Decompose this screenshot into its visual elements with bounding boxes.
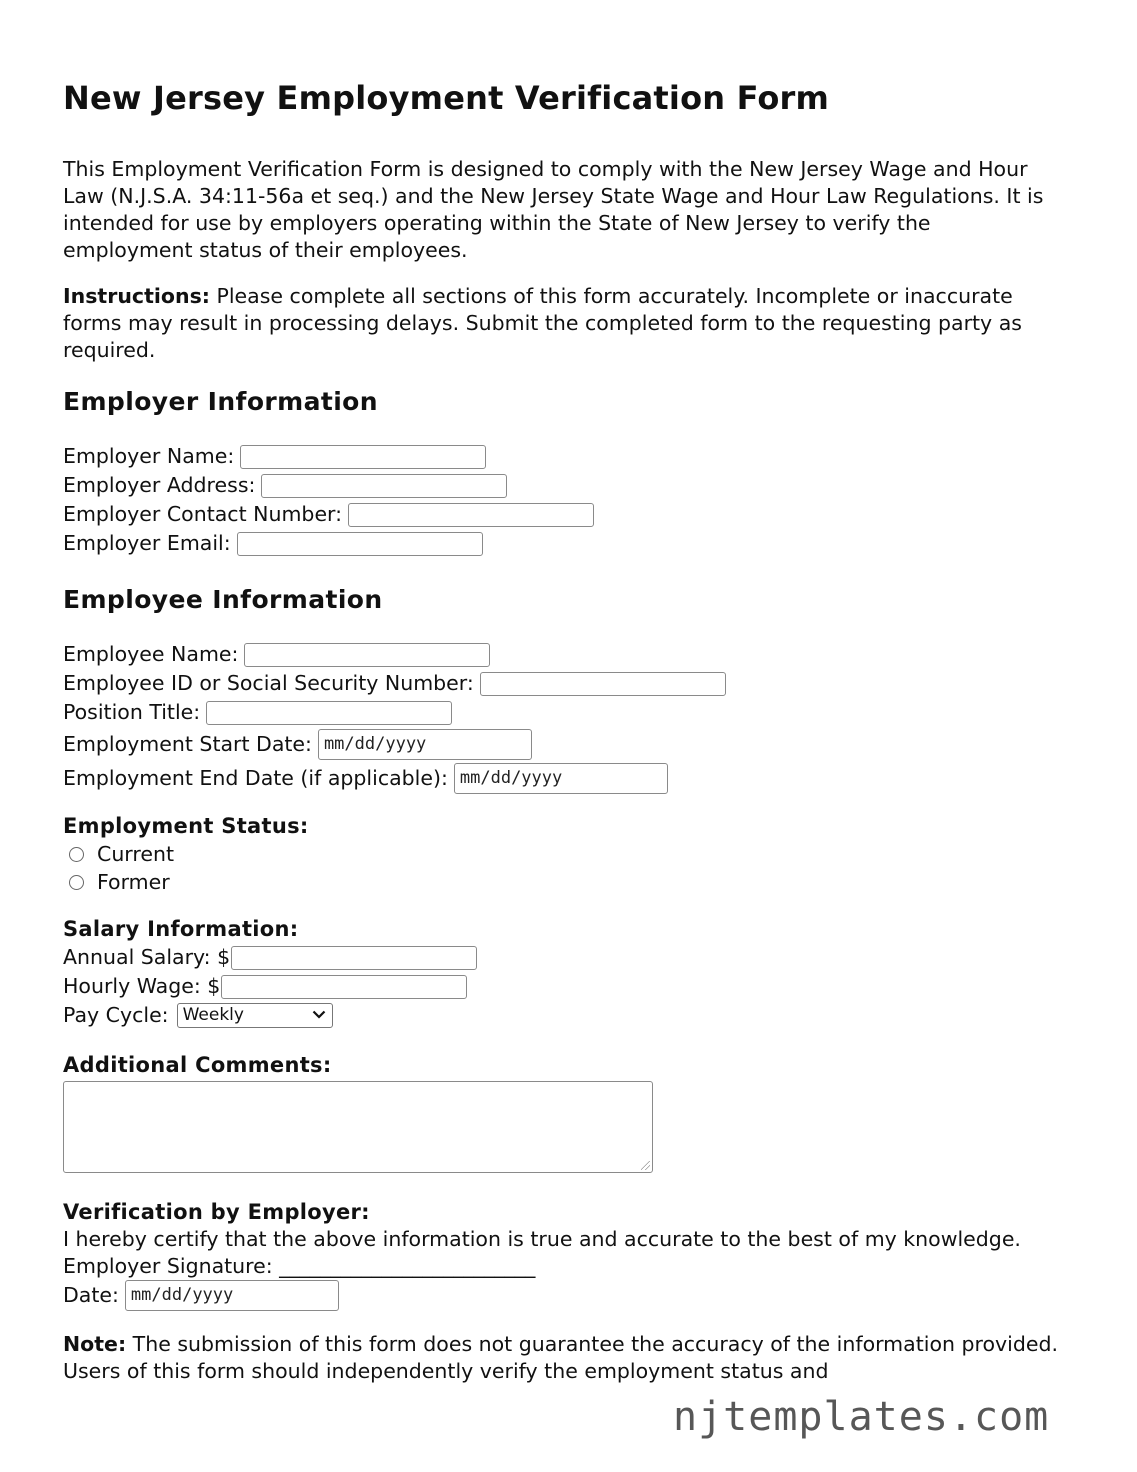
position-title-label: Position Title:: [63, 700, 201, 724]
employer-contact-label: Employer Contact Number:: [63, 502, 343, 526]
note-text: The submission of this form does not guarantee the accuracy of the information provided. Users of this form should independently verify the employment status and: [63, 1332, 1059, 1383]
radio-current[interactable]: [69, 847, 84, 862]
employer-email-row: [63, 529, 1063, 558]
employee-id-row: [63, 669, 1063, 698]
verification-date-input[interactable]: mm/dd/yyyy: [125, 1280, 339, 1311]
note-paragraph: [63, 1331, 1063, 1385]
status-option-current[interactable]: [63, 840, 1063, 868]
intro-paragraph: This Employment Verification Form is designed to comply with the New Jersey Wage and Hour Law (N.J.S.A. 34:11-56a et seq.) and the New Jersey State Wage and Hour Law Regulations. It is intended for use by employers operating within the State of New Jersey to verify the employment status of their employees.: [63, 157, 1044, 262]
hourly-wage-input[interactable]: [221, 975, 467, 999]
end-date-label: Employment End Date (if applicable):: [63, 766, 448, 790]
employee-id-label: Employee ID or Social Security Number:: [63, 671, 474, 695]
verification-statement: I hereby certify that the above information is true and accurate to the best of my knowledge.: [63, 1227, 1021, 1251]
annual-salary-label: Annual Salary: $: [63, 945, 231, 969]
chevron-down-icon: [312, 1001, 326, 1030]
employment-status-label: Employment Status:: [63, 814, 309, 838]
employer-address-input[interactable]: [261, 474, 507, 498]
employee-name-label: Employee Name:: [63, 642, 239, 666]
employee-id-input[interactable]: [480, 672, 726, 696]
employee-section-heading: Employee Information: [63, 585, 383, 614]
start-date-row: [63, 727, 1063, 761]
employer-address-row: [63, 471, 1063, 500]
note-label: Note:: [63, 1332, 127, 1356]
pay-cycle-value: Weekly: [182, 1005, 244, 1025]
watermark: njtemplates.com: [673, 1394, 1050, 1440]
verification-date-row: [63, 1279, 1063, 1311]
verification-date-label: Date:: [63, 1282, 119, 1307]
employer-contact-input[interactable]: [348, 503, 594, 527]
verification-label: Verification by Employer:: [63, 1200, 370, 1224]
status-option-former[interactable]: [63, 868, 1063, 896]
start-date-input[interactable]: mm/dd/yyyy: [318, 729, 532, 760]
pay-cycle-label: Pay Cycle:: [63, 1003, 169, 1027]
employer-name-input[interactable]: [240, 445, 486, 469]
page-title: New Jersey Employment Verification Form: [63, 79, 830, 117]
employer-email-input[interactable]: [237, 532, 483, 556]
end-date-row: [63, 761, 1063, 795]
employer-name-row: [63, 442, 1063, 471]
salary-information-label: Salary Information:: [63, 917, 299, 941]
form-page: [63, 78, 1063, 1404]
employer-address-label: Employer Address:: [63, 473, 256, 497]
hourly-wage-label: Hourly Wage: $: [63, 974, 221, 998]
hourly-wage-row: [63, 972, 1063, 1001]
instructions-paragraph: [63, 283, 1063, 364]
instructions-text: Please complete all sections of this form accurately. Incomplete or inaccurate forms may result in processing delays. Submit the completed form to the requesting party as required.: [63, 284, 1022, 362]
additional-comments-label: Additional Comments:: [63, 1053, 332, 1077]
status-option-current-label: Current: [97, 842, 174, 866]
end-date-input[interactable]: mm/dd/yyyy: [454, 763, 668, 794]
status-option-former-label: Former: [97, 870, 170, 894]
employer-contact-row: [63, 500, 1063, 529]
additional-comments-textarea[interactable]: [63, 1081, 653, 1173]
start-date-label: Employment Start Date:: [63, 732, 312, 756]
pay-cycle-select[interactable]: [177, 1003, 333, 1028]
pay-cycle-row: [63, 1001, 1063, 1030]
employer-email-label: Employer Email:: [63, 531, 231, 555]
position-title-input[interactable]: [206, 701, 452, 725]
position-title-row: [63, 698, 1063, 727]
resize-grip-icon[interactable]: [641, 1161, 650, 1170]
radio-former[interactable]: [69, 875, 84, 890]
employer-signature-line: Employer Signature: _________________________: [63, 1253, 536, 1278]
employer-name-label: Employer Name:: [63, 444, 235, 468]
annual-salary-input[interactable]: [231, 946, 477, 970]
employer-section-heading: Employer Information: [63, 387, 378, 416]
employee-name-row: [63, 640, 1063, 669]
annual-salary-row: [63, 943, 1063, 972]
employee-name-input[interactable]: [244, 643, 490, 667]
instructions-label: Instructions:: [63, 284, 210, 308]
